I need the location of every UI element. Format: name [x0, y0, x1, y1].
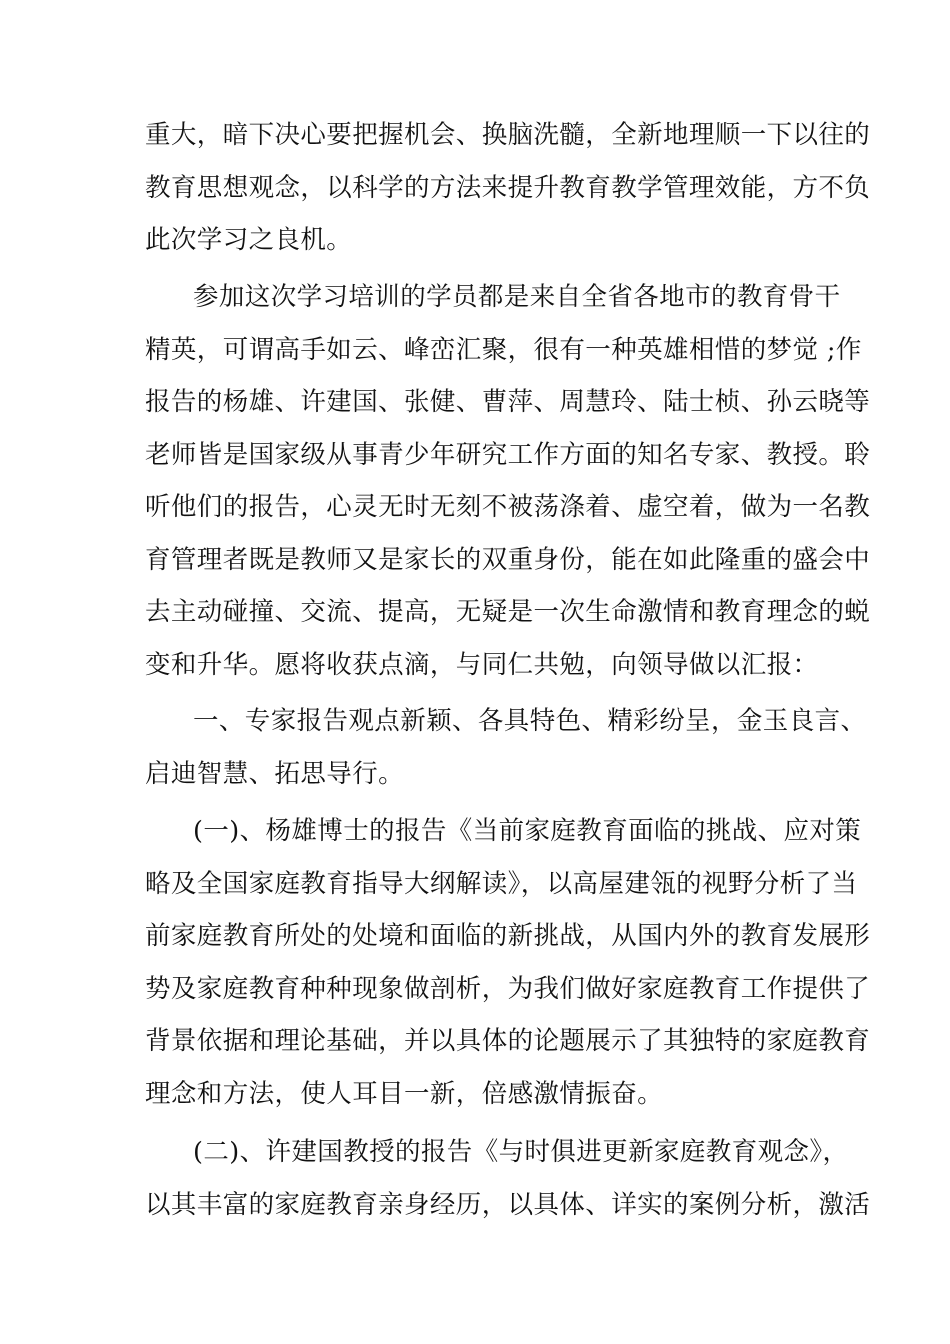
section-heading-paragraph	[145, 695, 867, 800]
paragraph-line: (一)、杨雄博士的报告《当前家庭教育面临的挑战、应对策	[193, 816, 862, 846]
paragraph-line: 老师皆是国家级从事青少年研究工作方面的知名专家、教授。聆	[145, 439, 871, 470]
paragraph-participants	[145, 271, 871, 691]
paragraph-line: 报告的杨雄、许建国、张健、曹萍、周慧玲、陆士桢、孙云晓等	[145, 387, 871, 417]
paragraph-line: 变和升华。愿将收获点滴，与同仁共勉，向领导做以汇报：	[145, 649, 819, 680]
paragraph-yang-xiong-report	[145, 805, 871, 1120]
paragraph-line: 略及全国家庭教育指导大纲解读》，以高屋建瓴的视野分析了当	[145, 868, 858, 899]
paragraph-xu-jianguo-report	[145, 1126, 871, 1231]
paragraph-line: 重大，暗下决心要把握机会、换脑洗髓，全新地理顺一下以往的	[145, 120, 871, 150]
paragraph-line: 势及家庭教育种种现象做剖析，为我们做好家庭教育工作提供了	[145, 973, 871, 1004]
paragraph-line: 背景依据和理论基础，并以具体的论题展示了其独特的家庭教育	[145, 1026, 871, 1056]
paragraph-line: 教育思想观念，以科学的方法来提升教育教学管理效能，方不负	[145, 172, 871, 203]
paragraph-continuation	[145, 109, 871, 267]
paragraph-line: 精英，可谓高手如云、峰峦汇聚，很有一种英雄相惜的梦觉 ;作	[145, 334, 862, 365]
paragraph-line: (二)、许建国教授的报告《与时俱进更新家庭教育观念》，	[193, 1137, 849, 1167]
paragraph-line: 听他们的报告，心灵无时无刻不被荡涤着、虚空着，做为一名教	[145, 492, 871, 522]
paragraph-line: 一、专家报告观点新颖、各具特色、精彩纷呈，金玉良言、	[193, 706, 867, 736]
paragraph-line: 理念和方法，使人耳目一新，倍感激情振奋。	[145, 1078, 664, 1109]
paragraph-line: 育管理者既是教师又是家长的双重身份，能在如此隆重的盛会中	[145, 544, 871, 575]
paragraph-line: 此次学习之良机。	[145, 225, 353, 255]
paragraph-line: 前家庭教育所处的处境和面临的新挑战，从国内外的教育发展形	[145, 921, 871, 951]
paragraph-line: 去主动碰撞、交流、提高，无疑是一次生命激情和教育理念的蜕	[145, 597, 871, 627]
paragraph-line: 参加这次学习培训的学员都是来自全省各地市的教育骨干	[193, 282, 841, 312]
paragraph-line: 以其丰富的家庭教育亲身经历，以具体、详实的案例分析，激活	[145, 1189, 871, 1220]
paragraph-line: 启迪智慧、拓思导行。	[145, 758, 405, 789]
